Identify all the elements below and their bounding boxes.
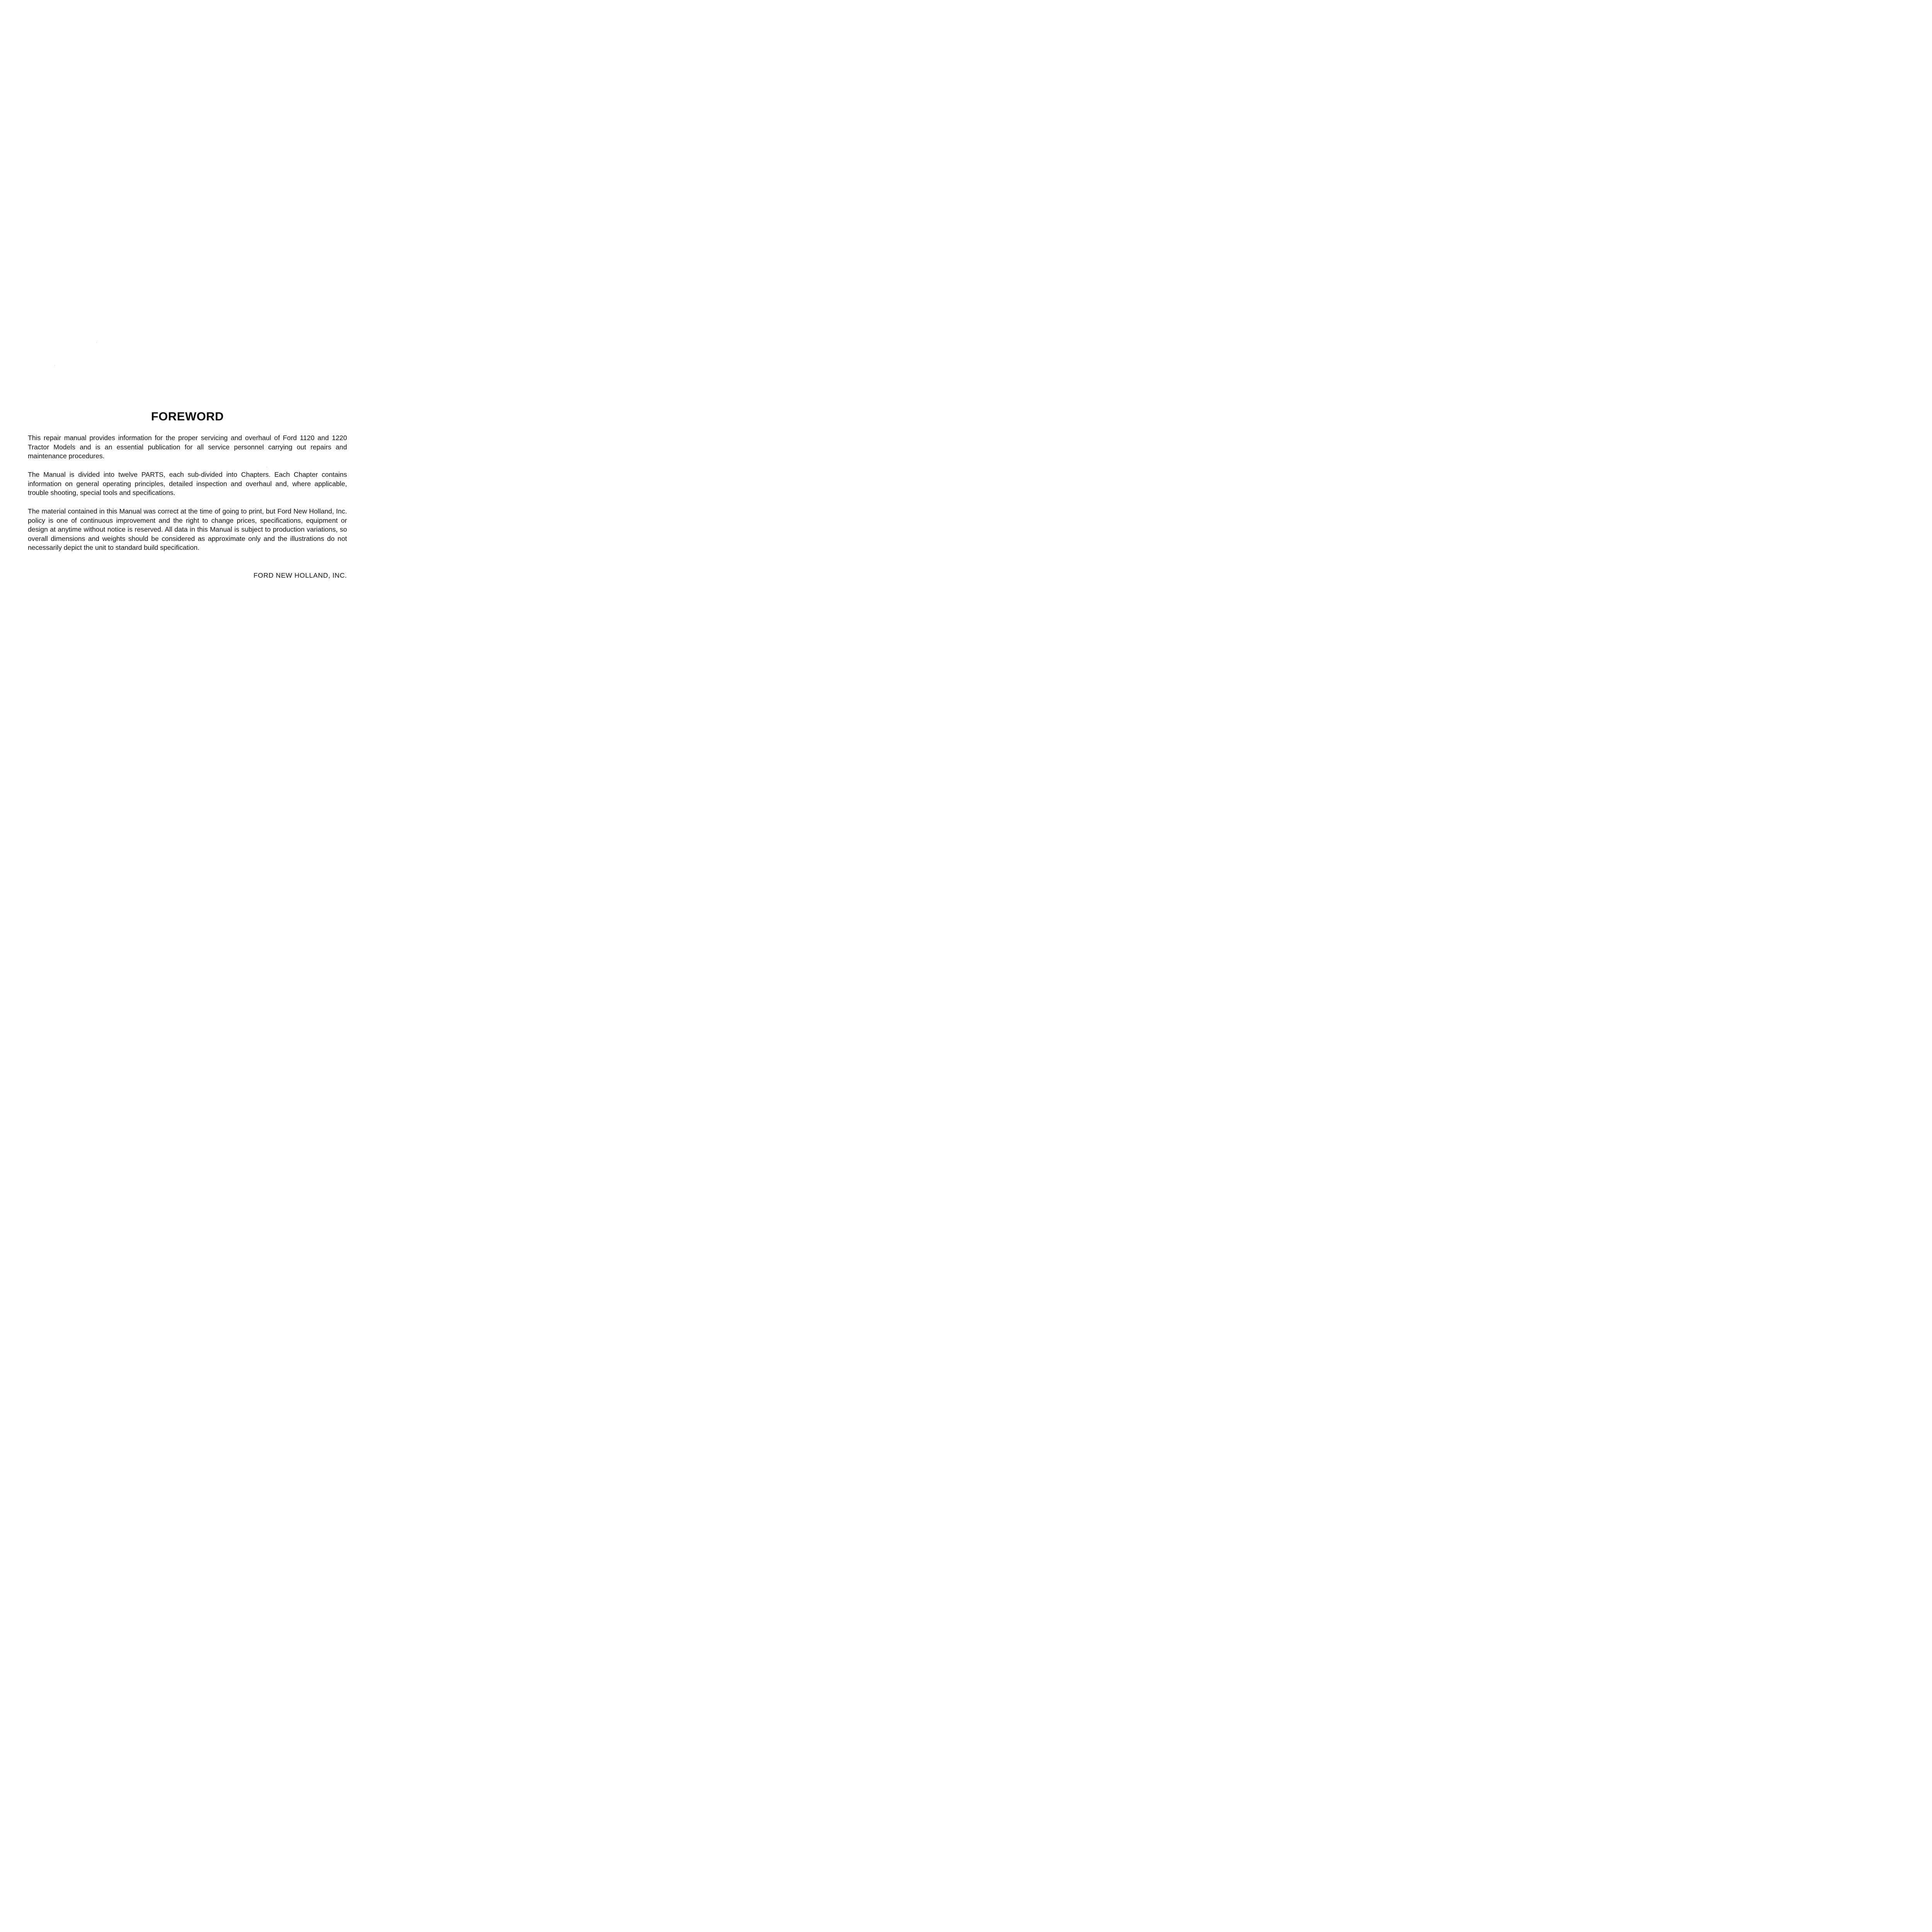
manual-page [0,0,473,612]
scan-speck [54,365,55,366]
foreword-paragraph-1: This repair manual provides information for the proper servicing and overhaul of Ford 1120 and 1220 Tractor Models and is an essential publication for all service personnel carrying out repairs and maintenance procedures. [28,434,347,460]
page-title: FOREWORD [151,410,224,423]
foreword-paragraph-3: The material contained in this Manual was correct at the time of going to print, but Ford New Holland, Inc. policy is one of continuous improvement and the right to change prices, specifications, equipment or design at anytime without notice is reserved. All data in this Manual is subject to production variations, so overall dimensions and weights should be considered as approximate only and the illustrations do not necessarily depict the unit to standard build specification. [28,507,347,551]
foreword-paragraph-2: The Manual is divided into twelve PARTS, each sub-divided into Chapters. Each Chapter contains information on general operating principles, detailed inspection and overhaul and, where applicable, trouble shooting, special tools and specifications. [28,471,347,497]
publisher-signature: FORD NEW HOLLAND, INC. [253,571,347,579]
